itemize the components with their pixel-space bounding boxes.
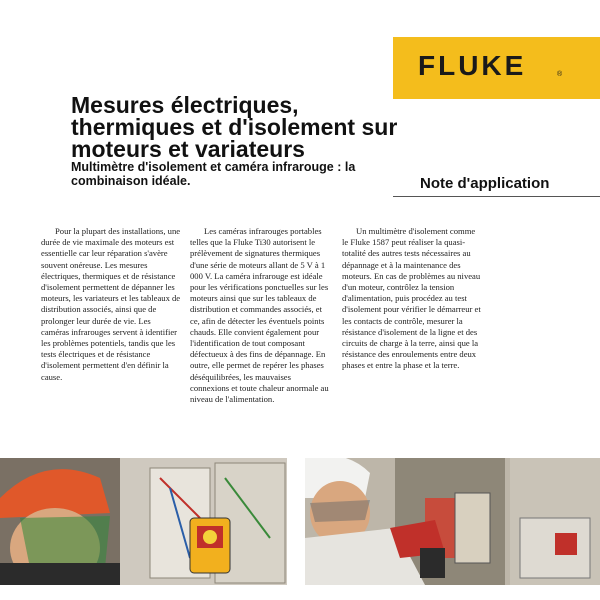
page-subtitle: Multimètre d'isolement et caméra infrarouge : la combinaison idéale. bbox=[71, 160, 356, 188]
body-column-2 bbox=[190, 226, 330, 405]
fluke-logo: FLUKE bbox=[418, 50, 527, 81]
paragraph-text: Les caméras infrarouges portables telles que la Fluke Ti30 autorisent le prélèvement de signatures thermiques d'une série de moteurs allant de 5 V à 1 000 V. La caméra infrarouge est idéale pour les vérifications ponctuelles sur les moteurs ainsi que sur les tableaux de distribution et commandes associés, et ce, afin de détecter les éventuels points chauds. Elle convient également pour l'identification de tout composant défectueux à des fins de dépannage. En outre, elle permet de repérer les phases déséquilibrées, les mauvaises connexions et toute chaleur anormale au niveau de l'alimentation. bbox=[190, 226, 329, 405]
trademark-symbol: ® bbox=[557, 71, 563, 78]
photo-illustration-right bbox=[305, 458, 600, 585]
paragraph-text: Un multimètre d'isolement comme le Fluke 1587 peut réaliser la quasi-totalité des autres tests nécessaires au dépannage et à la maintenance des moteurs. En cas de problèmes au niveau d'un moteur, contrôlez la tension d'alimentation, puis procédez au test d'isolement pour vérifier le démarreur et les contacts de contrôle, mesurer la résistance d'isolement de la ligne et des circuits de charge à la terre, ainsi que la résistance des enroulements entre deux phases et entre la phase et la terre. bbox=[342, 226, 481, 371]
body-column-1 bbox=[41, 226, 181, 383]
page-title: Mesures électriques, thermiques et d'isolement sur moteurs et variateurs bbox=[71, 92, 398, 162]
divider bbox=[393, 196, 600, 197]
body-column-3 bbox=[342, 226, 482, 372]
photo-technician-insulation-tester bbox=[305, 458, 600, 585]
document-type-label: Note d'application bbox=[420, 175, 550, 192]
photo-technician-thermal-camera bbox=[0, 458, 287, 585]
paragraph-text: Pour la plupart des installations, une durée de vie maximale des moteurs est essentielle car leur réparation s'avère souvent onéreuse. Les mesures électriques, thermiques et de résistance d'isolement permettent de dépanner les moteurs, les variateurs et les tableaux de distribution associés, ainsi que de prolonger leur durée de vie. Les caméras infrarouges servent à identifier les problèmes potentiels, tandis que les tests électriques et de résistance d'isolement permettent d'en définir la cause. bbox=[41, 226, 181, 382]
photo-illustration-left bbox=[0, 458, 287, 585]
